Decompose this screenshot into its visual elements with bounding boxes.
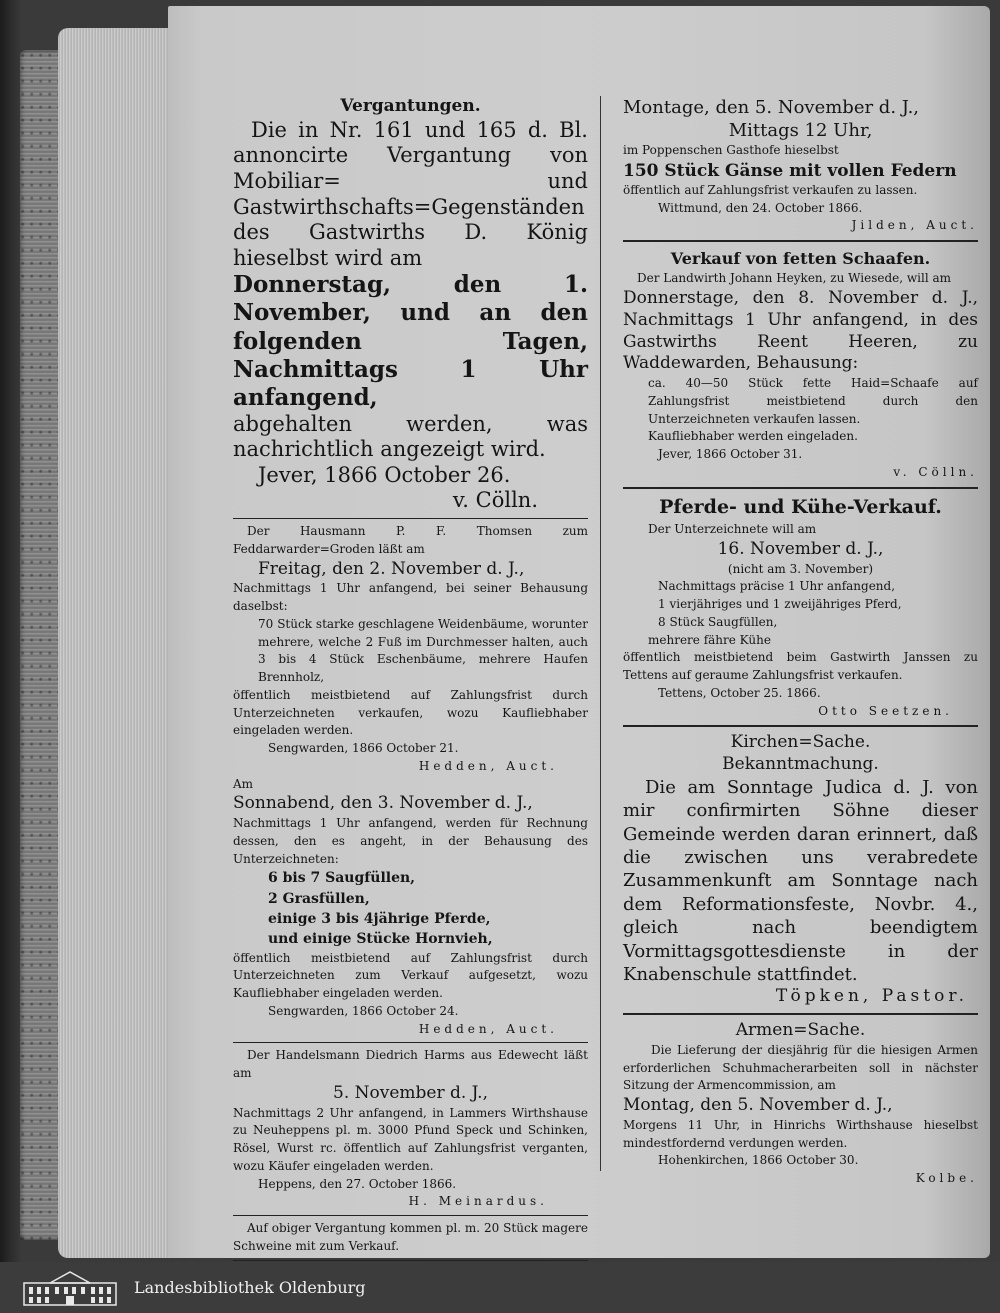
notice-time: Nachmittags 1 Uhr anfangend, bei seiner Behausung daselbst:	[233, 581, 588, 614]
notice-terms: öffentlich meistbietend beim Gastwirth Janssen zu Tettens auf geraume Zahlungsfrist verkaufen.	[623, 650, 978, 683]
place-date: Tettens, October 25. 1866.	[658, 685, 821, 700]
notice-place: im Poppenschen Gasthofe hieselbst	[623, 143, 839, 158]
divider	[623, 487, 978, 489]
notice-intro: Der Unterzeichnete will am	[648, 522, 817, 537]
notice-intro: Der Landwirth Johann Heyken, zu Wiesede, will am	[637, 271, 952, 286]
notice-sonnabend	[233, 776, 588, 1039]
library-building-icon	[20, 1269, 120, 1307]
library-footer	[0, 1262, 1000, 1313]
library-name: Landesbibliothek Oldenburg	[134, 1278, 366, 1297]
notice-date: 5. November d. J.,	[333, 1082, 488, 1103]
list-item: und einige Stücke Hornvieh,	[268, 931, 493, 948]
signature: Jilden, Auct.	[851, 218, 978, 233]
list-item: 8 Stück Saugfüllen,	[658, 614, 778, 629]
divider	[233, 1215, 588, 1216]
notice-date: Montag, den 5. November d. J.,	[623, 1095, 893, 1116]
newspaper-page	[168, 6, 990, 1258]
notice-armen-sache	[623, 1020, 978, 1188]
notice-thomsen	[233, 523, 588, 776]
list-item: 1 vierjähriges und 1 zweijähriges Pferd,	[658, 597, 902, 612]
notice-heading: Verkauf von fetten Schaafen.	[670, 249, 931, 269]
notice-intro: Am	[233, 776, 254, 791]
divider	[233, 518, 588, 519]
notice-item: 150 Stück Gänse mit vollen Federn	[623, 160, 957, 181]
left-column	[233, 96, 588, 1282]
notice-items: ca. 40—50 Stück fette Haid=Schaafe auf Zahlungsfrist meistbietend durch den Unterzeichneten verkaufen lassen.	[648, 376, 978, 426]
notice-intro: Der Handelsmann Diedrich Harms aus Edewecht läßt am	[233, 1048, 588, 1081]
notice-intro: Die Lieferung der diesjährig für die hiesigen Armen erforderlichen Schuhmacherarbeiten soll in nächster Sitzung der Armencommission, am	[623, 1042, 978, 1093]
place-date: Heppens, den 27. October 1866.	[258, 1176, 457, 1191]
divider	[233, 1260, 588, 1261]
list-item: 2 Grasfüllen,	[268, 890, 370, 907]
list-item: einige 3 bis 4jährige Pferde,	[268, 910, 491, 927]
notice-terms: öffentlich meistbietend auf Zahlungsfrist durch Unterzeichneten verkaufen, wozu Kaufliebhaber eingeladen werden.	[233, 687, 588, 738]
place-date: Wittmund, den 24. October 1866.	[658, 200, 863, 215]
notice-intro: Der Hausmann P. F. Thomsen zum Feddarwarder=Groden läßt am	[233, 524, 588, 556]
notice-heading: Pferde- und Kühe-Verkauf.	[659, 495, 942, 518]
notice-schweine	[233, 1220, 588, 1256]
signature: v. Cölln.	[893, 464, 978, 479]
signature: H. Meinardus.	[408, 1194, 548, 1209]
divider	[233, 1042, 588, 1043]
place-date: Jever, 1866 October 31.	[658, 447, 803, 462]
place-date: Sengwarden, 1866 October 21.	[268, 741, 459, 756]
notice-items: 70 Stück starke geschlagene Weidenbäume, worunter mehrere, welche 2 Fuß im Durchmesser halten, auch 3 bis 4 Stück Eschenbäume, mehrere Haufen Brennholz,	[258, 616, 588, 685]
divider	[623, 725, 978, 727]
signature: Otto Seetzen.	[818, 703, 953, 718]
signature: Töpken, Pastor.	[775, 986, 968, 1007]
notice-harms	[233, 1047, 588, 1211]
notice-kirchen-sache	[623, 732, 978, 1008]
notice-heading: Kirchen=Sache.	[730, 732, 871, 753]
notice-date: Sonnabend, den 3. November d. J.,	[233, 793, 533, 814]
notice-schaafe	[623, 247, 978, 481]
notice-terms: öffentlich meistbietend auf Zahlungsfrist durch Unterzeichneten zum Verkauf aufgesetzt, wozu Kaufliebhaber eingeladen werden.	[233, 950, 588, 1001]
divider	[623, 1013, 978, 1015]
notice-date: Montage, den 5. November d. J.,	[623, 97, 920, 118]
divider	[623, 240, 978, 242]
notice-gaense	[623, 96, 978, 235]
notice-outro: abgehalten werden, was nachrichtlich angezeigt wird.	[233, 411, 588, 462]
notice-date: 16. November d. J.,	[717, 538, 884, 559]
place-date: Sengwarden, 1866 October 24.	[268, 1003, 459, 1018]
place-date: Jever, 1866 October 26.	[258, 462, 511, 487]
notice-pferde-kuehe	[623, 494, 978, 721]
notice-time: Mittags 12 Uhr,	[728, 120, 873, 142]
notice-time: Nachmittags präcise 1 Uhr anfangend,	[658, 579, 896, 594]
notice-body: Nachmittags 2 Uhr anfangend, in Lammers Wirthshause zu Neuheppens pl. m. 3000 Pfund Speck und Schinken, Rösel, Wurst rc. öffentlich auf Zahlungsfrist verganten, wozu Käufer eingeladen werden.	[233, 1105, 588, 1173]
notice-note: (nicht am 3. November)	[727, 561, 874, 576]
notice-body: Die am Sonntage Judica d. J. von mir confirmirten Söhne dieser Gemeinde werden daran erinnert, daß die zwischen uns verabredete Zusammenkunft am Sonntage nach dem Reformationsfeste, Novbr. 4., gleich nach beendigtem Vormittagsgottesdienste in der Knabenschule stattfindet.	[623, 776, 978, 986]
notice-body: Auf obiger Vergantung kommen pl. m. 20 Stück magere Schweine mit zum Verkauf.	[233, 1221, 588, 1253]
notice-heading: Armen=Sache.	[735, 1020, 866, 1041]
page-edges	[58, 28, 178, 1258]
notice-invite: Kaufliebhaber werden eingeladen.	[648, 429, 858, 444]
column-divider	[600, 96, 601, 1171]
notice-date: Donnerstag, den 1. November, und an den folgenden Tagen, Nachmittags 1 Uhr anfangend,	[233, 271, 588, 411]
signature: v. Cölln.	[452, 488, 538, 513]
signature: Hedden, Auct.	[418, 758, 558, 773]
place-date: Hohenkirchen, 1866 October 30.	[658, 1153, 859, 1168]
right-column	[623, 96, 978, 1188]
list-item: mehrere fähre Kühe	[648, 632, 771, 647]
notice-date: Freitag, den 2. November d. J.,	[258, 558, 525, 579]
list-item: 6 bis 7 Saugfüllen,	[268, 870, 416, 887]
notice-body: Morgens 11 Uhr, in Hinrichs Wirthshause hieselbst mindestfordernd verdungen werden.	[623, 1117, 978, 1150]
notice-time: Nachmittags 1 Uhr anfangend, werden für Rechnung dessen, den es angeht, in der Behausung des Unterzeichneten:	[233, 816, 588, 866]
notice-vergantung-koenig	[233, 96, 588, 514]
notice-subheading: Bekanntmachung.	[722, 754, 879, 775]
notice-intro: Die in Nr. 161 und 165 d. Bl. annoncirte Vergantung von Mobiliar= und Gastwirthschafts=Gegenständen des Gastwirths D. König hieselbst wird am	[233, 117, 588, 270]
signature: Hedden, Auct.	[418, 1021, 558, 1036]
notice-terms: öffentlich auf Zahlungsfrist verkaufen zu lassen.	[623, 182, 918, 197]
notice-date: Donnerstage, den 8. November d. J., Nachmittags 1 Uhr anfangend, in des Gastwirths Reent Heeren, zu Waddewarden, Behausung:	[623, 288, 978, 374]
signature: Kolbe.	[915, 1171, 978, 1186]
section-heading: Vergantungen.	[340, 96, 481, 116]
